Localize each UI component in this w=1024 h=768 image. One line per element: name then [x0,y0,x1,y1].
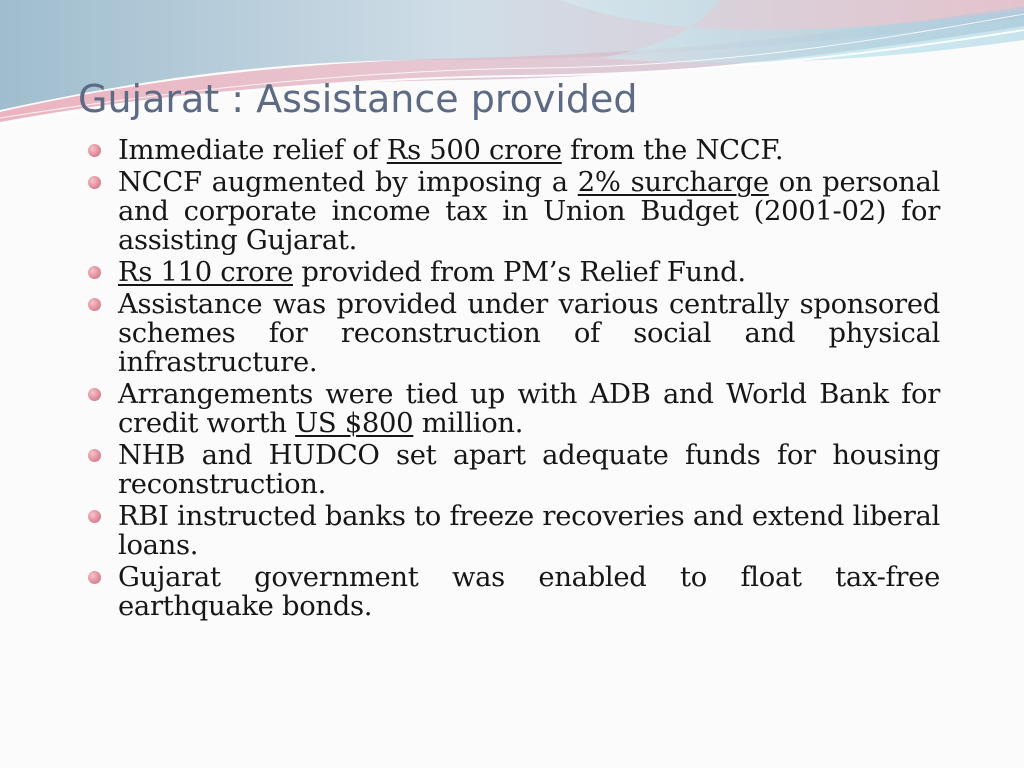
pink-bullet-icon [88,176,101,189]
list-item [88,258,940,287]
list-item [88,380,940,438]
bullet-list [88,136,940,624]
bullet-text: from the NCCF. [561,135,784,166]
pink-bullet-icon [88,144,101,157]
pink-bullet-icon [88,510,101,523]
list-item [88,441,940,499]
bullet-text: Immediate relief of [118,135,387,166]
underlined-text: 2% surcharge [577,167,769,198]
pink-bullet-icon [88,298,101,311]
bullet-text: NCCF augmented by imposing a [118,167,578,198]
underlined-text: US $800 [295,408,414,439]
pink-bullet-icon [88,388,101,401]
list-item [88,136,940,165]
bullet-text: provided from PM’s Relief Fund. [293,257,746,288]
bullet-text: million. [413,408,524,439]
list-item [88,168,940,255]
slide-title: Gujarat : Assistance provided [78,77,638,121]
underlined-text: Rs 500 crore [386,135,562,166]
bullet-text: RBI instructed banks to freeze recoveries and extend liberal loans. [118,501,940,561]
bullet-text: Gujarat government was enabled to float tax-free earthquake bonds. [118,562,940,622]
underlined-text: Rs 110 crore [118,257,294,288]
list-item [88,563,940,621]
pink-bullet-icon [88,449,101,462]
bullet-text: Assistance was provided under various centrally sponsored schemes for reconstruction of social and physical infrastructure. [118,289,940,378]
bullet-text: Arrangements were tied up with ADB and World Bank for credit worth [118,379,940,439]
bullet-text: NHB and HUDCO set apart adequate funds for housing reconstruction. [118,440,940,500]
list-item [88,502,940,560]
list-item [88,290,940,377]
bullet-text: on personal and corporate income tax in Union Budget (2001-02) for assisting Gujarat. [118,167,941,256]
pink-bullet-icon [88,266,101,279]
pink-bullet-icon [88,571,101,584]
